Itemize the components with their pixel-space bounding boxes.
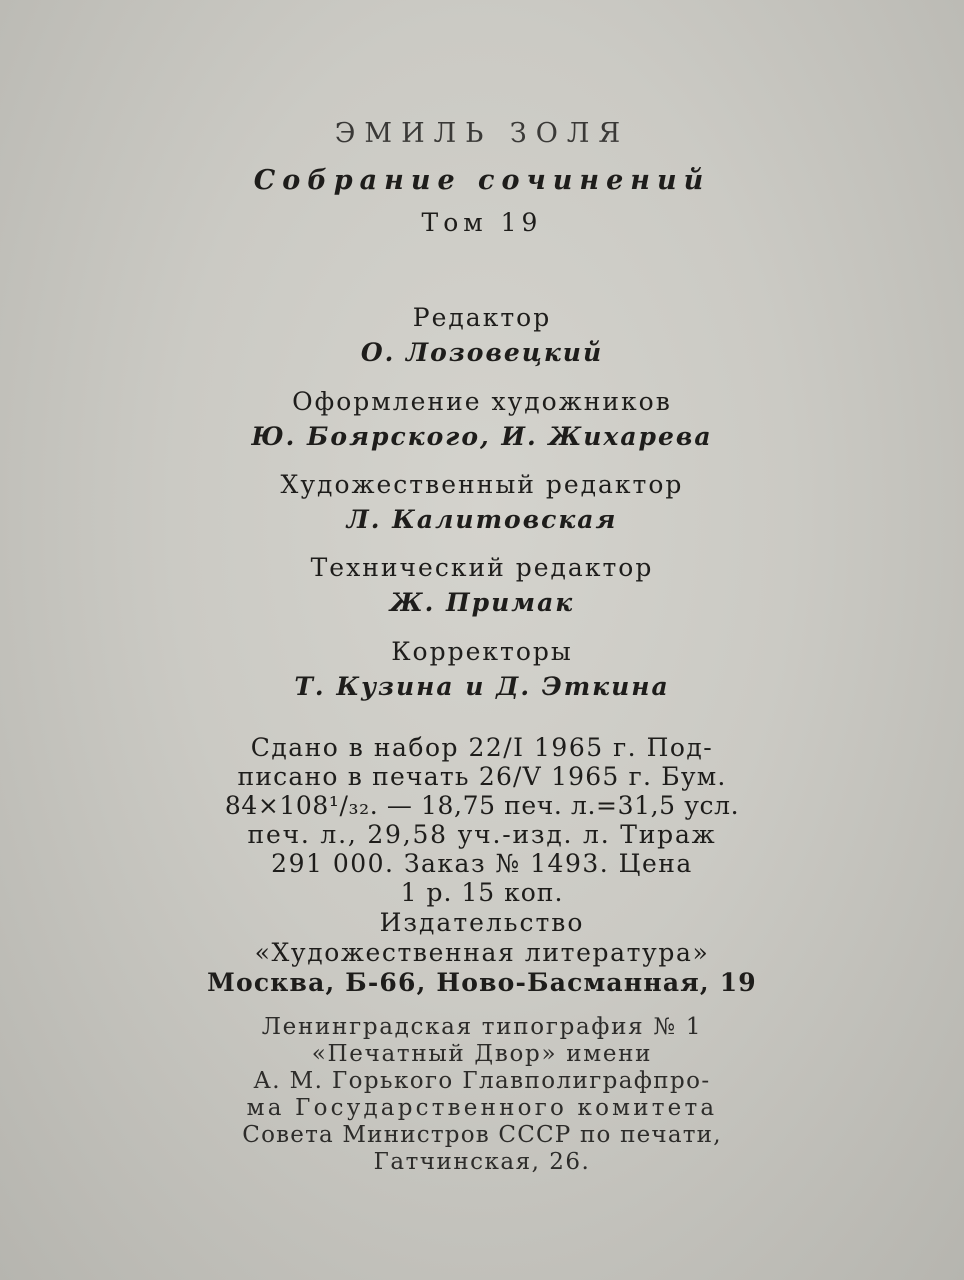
- series-line: Собрание сочинений: [253, 165, 711, 196]
- imprint-line: писано в печать 26/V 1965 г. Бум.: [237, 762, 727, 791]
- credit-role: Художественный редактор: [280, 470, 684, 499]
- volume-line: Том 19: [421, 208, 543, 237]
- printer-line: Совета Министров СССР по печати,: [242, 1122, 722, 1148]
- credit-person: О. Лозовецкий: [360, 338, 604, 367]
- publisher-line: Издательство: [379, 908, 585, 937]
- credit-tech-editor: [0, 555, 964, 615]
- credit-editor: [0, 305, 964, 365]
- publisher-line: Москва, Б-66, Ново-Басманная, 19: [207, 968, 757, 997]
- imprint-line: 84×108¹/₃₂. — 18,75 печ. л.=31,5 усл.: [224, 791, 740, 820]
- author-line: ЭМИЛЬ ЗОЛЯ: [334, 118, 630, 149]
- imprint-line: Сдано в набор 22/I 1965 г. Под-: [250, 733, 714, 762]
- credit-art-editor: [0, 472, 964, 532]
- credit-person: Ю. Боярского, И. Жихарева: [251, 422, 713, 451]
- credit-person: Л. Калитовская: [346, 505, 618, 534]
- print-details: [0, 733, 964, 907]
- imprint-line: 1 р. 15 коп.: [400, 878, 564, 907]
- publisher-line: «Художественная литература»: [254, 938, 710, 967]
- printer-info: [0, 1014, 964, 1176]
- credit-person: Ж. Примак: [389, 588, 575, 617]
- credit-role: Редактор: [412, 303, 552, 332]
- printer-line: А. М. Горького Главполиграфпро-: [253, 1068, 711, 1094]
- printer-line: Гатчинская, 26.: [373, 1149, 591, 1175]
- credit-proofreaders: [0, 639, 964, 699]
- printer-line: «Печатный Двор» имени: [311, 1041, 653, 1067]
- series-title: [0, 167, 964, 194]
- volume-number: [0, 210, 964, 235]
- printer-line: ма Государственного комитета: [246, 1095, 718, 1121]
- credit-design: [0, 389, 964, 449]
- printer-line: Ленинградская типография № 1: [261, 1014, 703, 1040]
- imprint-line: печ. л., 29,58 уч.-изд. л. Тираж: [247, 820, 717, 849]
- imprint-line: 291 000. Заказ № 1493. Цена: [271, 849, 693, 878]
- credit-role: Оформление художников: [292, 387, 672, 416]
- credit-role: Технический редактор: [310, 553, 654, 582]
- credit-role: Корректоры: [391, 637, 573, 666]
- publisher-info: [0, 908, 964, 998]
- credit-person: Т. Кузина и Д. Эткина: [294, 672, 670, 701]
- author-name: [0, 120, 964, 147]
